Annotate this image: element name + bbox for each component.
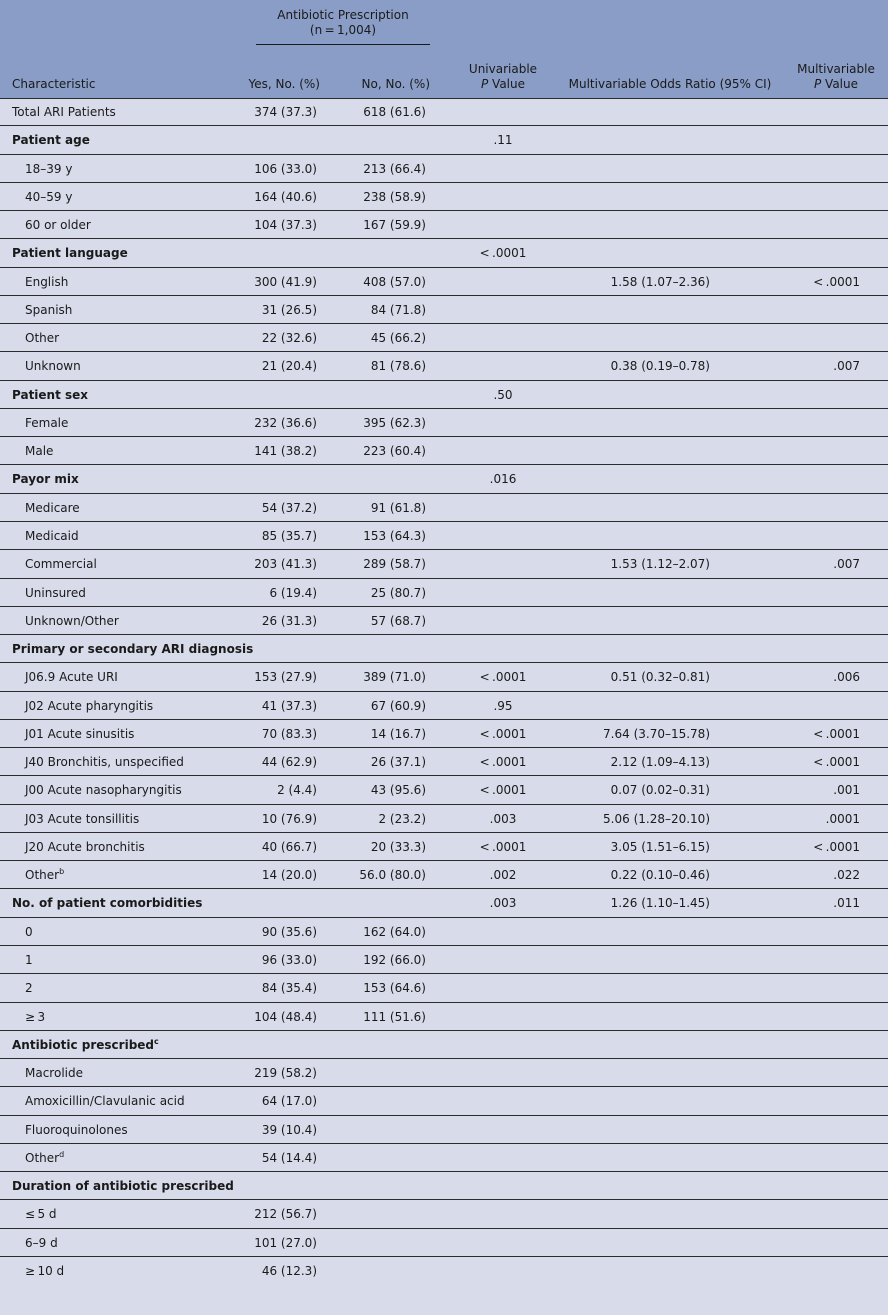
table-row — [0, 1257, 888, 1285]
table-row — [0, 776, 888, 804]
cell-yes: 90 (35.6) — [261, 924, 317, 939]
table-row — [0, 918, 888, 946]
cell-characteristic-text: Other — [25, 331, 60, 346]
cell-yes: 84 (35.4) — [261, 981, 317, 996]
cell-characteristic-text: Commercial — [25, 557, 97, 572]
cell-yes: 31 (26.5) — [261, 302, 317, 317]
cell-characteristic — [25, 331, 59, 345]
cell-yes: 106 (33.0) — [254, 161, 317, 176]
table-row — [0, 720, 888, 748]
cell-characteristic — [25, 218, 91, 232]
table-section-header — [0, 1172, 888, 1200]
cell-characteristic — [25, 162, 72, 176]
cell-characteristic — [25, 1094, 185, 1108]
cell-no: 395 (62.3) — [363, 415, 426, 430]
col-header-univariable — [458, 62, 548, 92]
cell-no: 162 (64.0) — [363, 924, 426, 939]
cell-univariable-p: < .0001 — [479, 839, 527, 854]
table-row — [0, 1059, 888, 1087]
cell-no: 20 (33.3) — [370, 839, 426, 854]
cell-multivariable-p: < .0001 — [813, 726, 860, 741]
cell-yes: 54 (14.4) — [261, 1150, 317, 1165]
cell-multivariable-p: < .0001 — [813, 755, 860, 770]
cell-characteristic — [25, 1010, 45, 1024]
cell-characteristic — [12, 1038, 159, 1052]
col-header-yes: Yes, No. (%) — [248, 77, 320, 91]
cell-yes: 70 (83.3) — [261, 726, 317, 741]
cell-univariable-p: .003 — [489, 811, 517, 826]
table-row — [0, 663, 888, 691]
cell-multivariable-or: 0.38 (0.19–0.78) — [610, 359, 710, 374]
cell-multivariable-p: < .0001 — [813, 839, 860, 854]
cell-characteristic-text: No. of patient comorbidities — [12, 896, 203, 911]
cell-yes: 219 (58.2) — [254, 1066, 317, 1081]
cell-characteristic — [25, 614, 119, 628]
cell-characteristic-text: 0 — [25, 924, 33, 939]
cell-no: 26 (37.1) — [370, 755, 426, 770]
cell-yes: 212 (56.7) — [254, 1207, 317, 1222]
cell-no: 192 (66.0) — [363, 952, 426, 967]
cell-no: 43 (95.6) — [370, 783, 426, 798]
cell-characteristic — [25, 557, 97, 571]
cell-characteristic — [25, 670, 118, 684]
table-row — [0, 352, 888, 380]
cell-yes: 46 (12.3) — [261, 1263, 317, 1278]
cell-no: 56.0 (80.0) — [359, 868, 426, 883]
cell-characteristic — [12, 472, 79, 486]
footnote-marker: b — [59, 867, 65, 877]
table-header — [0, 0, 888, 99]
table-row — [0, 98, 888, 126]
col-header-multivariable-p-line2: Value — [821, 77, 859, 91]
table-row — [0, 409, 888, 437]
cell-no: 238 (58.9) — [363, 189, 426, 204]
cell-characteristic-text: Unknown/Other — [25, 613, 119, 628]
cell-characteristic-text: 1 — [25, 952, 33, 967]
cell-multivariable-or: 5.06 (1.28–20.10) — [603, 811, 710, 826]
cell-characteristic — [12, 1179, 234, 1193]
table-section-header — [0, 239, 888, 267]
cell-characteristic — [25, 1264, 64, 1278]
cell-characteristic — [25, 1066, 83, 1080]
cell-no: 213 (66.4) — [363, 161, 426, 176]
cell-characteristic — [25, 416, 68, 430]
cell-yes: 10 (76.9) — [261, 811, 317, 826]
cell-characteristic-text: Macrolide — [25, 1066, 83, 1081]
cell-yes: 44 (62.9) — [261, 755, 317, 770]
cell-multivariable-or: 0.22 (0.10–0.46) — [610, 868, 710, 883]
cell-characteristic-text: Fluoroquinolones — [25, 1122, 128, 1137]
group-title: Antibiotic Prescription — [277, 8, 409, 22]
cell-no: 223 (60.4) — [363, 444, 426, 459]
cell-characteristic — [12, 388, 88, 402]
cell-characteristic — [25, 783, 182, 797]
cell-univariable-p: < .0001 — [479, 755, 527, 770]
cell-no: 91 (61.8) — [370, 500, 426, 515]
cell-yes: 26 (31.3) — [261, 613, 317, 628]
cell-characteristic-text: J40 Bronchitis, unspecified — [25, 755, 184, 770]
cell-characteristic — [12, 133, 90, 147]
cell-no: 67 (60.9) — [370, 698, 426, 713]
table-section-header — [0, 1031, 888, 1059]
cell-multivariable-p: .006 — [833, 670, 860, 685]
cell-no: 153 (64.3) — [363, 528, 426, 543]
cell-yes: 153 (27.9) — [254, 670, 317, 685]
cell-yes: 141 (38.2) — [254, 444, 317, 459]
cell-yes: 22 (32.6) — [261, 331, 317, 346]
cell-characteristic — [25, 444, 53, 458]
cell-characteristic — [25, 190, 72, 204]
cell-no: 57 (68.7) — [370, 613, 426, 628]
cell-no: 167 (59.9) — [363, 218, 426, 233]
table-row — [0, 211, 888, 239]
cell-characteristic — [25, 812, 139, 826]
table-row — [0, 268, 888, 296]
col-header-univariable-line2: Value — [488, 77, 526, 91]
table-row — [0, 1116, 888, 1144]
table-row — [0, 550, 888, 578]
table-row — [0, 1200, 888, 1228]
cell-characteristic — [25, 868, 64, 882]
group-underline — [256, 44, 430, 45]
cell-no: 14 (16.7) — [370, 726, 426, 741]
cell-characteristic — [25, 359, 81, 373]
cell-characteristic — [25, 275, 68, 289]
cell-yes: 96 (33.0) — [261, 952, 317, 967]
cell-yes: 54 (37.2) — [261, 500, 317, 515]
cell-yes: 6 (19.4) — [269, 585, 317, 600]
cell-multivariable-or: 7.64 (3.70–15.78) — [603, 726, 710, 741]
cell-characteristic — [25, 1151, 64, 1165]
table-row — [0, 1144, 888, 1172]
cell-characteristic-text: J00 Acute nasopharyngitis — [25, 783, 182, 798]
cell-yes: 64 (17.0) — [261, 1094, 317, 1109]
cell-yes: 14 (20.0) — [261, 868, 317, 883]
cell-characteristic-text: Patient age — [12, 133, 90, 148]
table-row — [0, 579, 888, 607]
cell-characteristic — [25, 755, 184, 769]
cell-yes: 101 (27.0) — [254, 1235, 317, 1250]
cell-yes: 164 (40.6) — [254, 189, 317, 204]
col-header-univariable-line1: Univariable — [468, 62, 538, 76]
cell-multivariable-or: 1.58 (1.07–2.36) — [610, 274, 710, 289]
table-row — [0, 833, 888, 861]
cell-multivariable-p: < .0001 — [813, 274, 860, 289]
cell-characteristic-text: Patient language — [12, 246, 128, 261]
cell-characteristic-text: J02 Acute pharyngitis — [25, 698, 154, 713]
cell-characteristic — [12, 105, 116, 119]
cell-characteristic — [25, 925, 33, 939]
cell-multivariable-p: .022 — [833, 868, 860, 883]
cell-yes: 203 (41.3) — [254, 557, 317, 572]
cell-no: 153 (64.6) — [363, 981, 426, 996]
cell-characteristic — [25, 586, 86, 600]
cell-yes: 40 (66.7) — [261, 839, 317, 854]
cell-multivariable-or: 1.53 (1.12–2.07) — [610, 557, 710, 572]
cell-multivariable-or: 2.12 (1.09–4.13) — [610, 755, 710, 770]
cell-characteristic — [25, 529, 79, 543]
table-row — [0, 1003, 888, 1031]
cell-no: 389 (71.0) — [363, 670, 426, 685]
col-header-characteristic: Characteristic — [12, 77, 96, 91]
cell-characteristic-text: 60 or older — [25, 218, 91, 233]
cell-characteristic-text: 40–59 y — [25, 189, 73, 204]
col-header-multivariable-p-line1: Multivariable — [797, 62, 875, 76]
cell-characteristic — [25, 1207, 57, 1221]
cell-yes: 104 (48.4) — [254, 1009, 317, 1024]
cell-characteristic-text: Uninsured — [25, 585, 86, 600]
cell-no: 84 (71.8) — [370, 302, 426, 317]
table-section-header — [0, 635, 888, 663]
cell-yes: 104 (37.3) — [254, 218, 317, 233]
cell-multivariable-p: .007 — [833, 557, 860, 572]
group-subtitle: (n = 1,004) — [309, 23, 377, 37]
cell-no: 618 (61.6) — [363, 105, 426, 119]
cell-yes: 21 (20.4) — [261, 359, 317, 374]
cell-multivariable-or: 1.26 (1.10–1.45) — [610, 896, 710, 911]
cell-no: 408 (57.0) — [363, 274, 426, 289]
table-section-header — [0, 126, 888, 154]
cell-multivariable-or: 0.07 (0.02–0.31) — [610, 783, 710, 798]
cell-characteristic-text: J06.9 Acute URI — [25, 670, 118, 685]
cell-univariable-p: < .0001 — [479, 726, 527, 741]
cell-characteristic-text: Spanish — [25, 302, 73, 317]
cell-characteristic — [12, 246, 128, 260]
table-row — [0, 494, 888, 522]
cell-no: 2 (23.2) — [378, 811, 426, 826]
cell-multivariable-or: 0.51 (0.32–0.81) — [610, 670, 710, 685]
cell-characteristic — [25, 840, 145, 854]
cell-univariable-p: < .0001 — [479, 783, 527, 798]
cell-characteristic-text: 2 — [25, 981, 33, 996]
table-section-header — [0, 465, 888, 493]
table-row — [0, 692, 888, 720]
cell-characteristic — [25, 953, 33, 967]
col-header-multivariable-p — [790, 62, 882, 92]
cell-multivariable-p: .001 — [833, 783, 860, 798]
cell-characteristic-text: Antibiotic prescribed — [12, 1037, 155, 1052]
table-row — [0, 748, 888, 776]
table-row — [0, 183, 888, 211]
cell-characteristic — [25, 727, 134, 741]
table-row — [0, 1087, 888, 1115]
cell-characteristic — [25, 981, 33, 995]
table-row — [0, 155, 888, 183]
cell-characteristic-text: Other — [25, 1150, 60, 1165]
cell-characteristic — [25, 1236, 58, 1250]
cell-yes: 374 (37.3) — [254, 105, 317, 119]
cell-characteristic — [25, 303, 72, 317]
table-row — [0, 324, 888, 352]
cell-characteristic-text: Female — [25, 415, 69, 430]
cell-univariable-p: .002 — [489, 868, 517, 883]
table-row — [0, 296, 888, 324]
cell-univariable-p: .003 — [489, 896, 517, 911]
table-row — [0, 861, 888, 889]
cell-characteristic-text: Total ARI Patients — [12, 105, 116, 119]
table-row — [0, 607, 888, 635]
cell-no: 25 (80.7) — [370, 585, 426, 600]
table-body — [0, 98, 888, 1285]
table-row — [0, 805, 888, 833]
cell-characteristic-text: ≤ 5 d — [25, 1207, 57, 1222]
cell-characteristic-text: Medicare — [25, 500, 80, 515]
cell-characteristic-text: Primary or secondary ARI diagnosis — [12, 642, 254, 657]
cell-univariable-p: < .0001 — [479, 246, 527, 261]
cell-characteristic-text: J01 Acute sinusitis — [25, 726, 135, 741]
cell-characteristic-text: 18–39 y — [25, 161, 73, 176]
cell-characteristic-text: Patient sex — [12, 387, 89, 402]
cell-characteristic — [12, 896, 202, 910]
col-header-multivariable-p-italic: P — [813, 77, 822, 91]
cell-characteristic — [25, 501, 80, 515]
cell-characteristic-text: Other — [25, 868, 60, 883]
cell-no: 111 (51.6) — [363, 1009, 426, 1024]
cell-univariable-p: < .0001 — [479, 670, 527, 685]
cell-univariable-p: .016 — [489, 472, 517, 487]
cell-univariable-p: .50 — [493, 387, 513, 402]
cell-multivariable-or: 3.05 (1.51–6.15) — [610, 839, 710, 854]
cell-yes: 41 (37.3) — [261, 698, 317, 713]
cell-univariable-p: .11 — [493, 133, 513, 148]
footnote-marker: d — [59, 1149, 65, 1159]
cell-multivariable-p: .007 — [833, 359, 860, 374]
col-header-univariable-p: P — [480, 77, 489, 91]
cell-characteristic-text: J03 Acute tonsillitis — [25, 811, 140, 826]
footnote-marker: c — [154, 1036, 159, 1046]
cell-yes: 2 (4.4) — [277, 783, 317, 798]
cell-characteristic — [25, 699, 153, 713]
table-row — [0, 1229, 888, 1257]
cell-yes: 39 (10.4) — [261, 1122, 317, 1137]
cell-characteristic-text: ≥ 3 — [25, 1009, 46, 1024]
cell-yes: 232 (36.6) — [254, 415, 317, 430]
cell-characteristic-text: Duration of antibiotic prescribed — [12, 1179, 234, 1194]
cell-yes: 85 (35.7) — [261, 528, 317, 543]
cell-characteristic-text: Amoxicillin/Clavulanic acid — [25, 1094, 185, 1109]
cell-univariable-p: .95 — [493, 698, 513, 713]
cell-multivariable-p: .011 — [833, 896, 860, 911]
cell-characteristic-text: ≥ 10 d — [25, 1263, 65, 1278]
table-row — [0, 522, 888, 550]
cell-no: 81 (78.6) — [370, 359, 426, 374]
table-section-header — [0, 889, 888, 917]
cell-characteristic-text: 6–9 d — [25, 1235, 58, 1250]
cell-characteristic-text: Medicaid — [25, 528, 79, 543]
cell-multivariable-p: .0001 — [825, 811, 860, 826]
col-header-multivariable-or: Multivariable Odds Ratio (95% CI) — [568, 77, 772, 91]
group-header — [256, 8, 430, 38]
cell-characteristic-text: J20 Acute bronchitis — [25, 839, 145, 854]
cell-no: 289 (58.7) — [363, 557, 426, 572]
table-section-header — [0, 381, 888, 409]
col-header-no: No, No. (%) — [361, 77, 430, 91]
cell-characteristic — [12, 642, 253, 656]
table-row — [0, 946, 888, 974]
cell-characteristic-text: Unknown — [25, 359, 81, 374]
cell-no: 45 (66.2) — [370, 331, 426, 346]
cell-characteristic — [25, 1123, 128, 1137]
cell-characteristic-text: Male — [25, 444, 54, 459]
cell-yes: 300 (41.9) — [254, 274, 317, 289]
cell-characteristic-text: English — [25, 274, 69, 289]
table-row — [0, 974, 888, 1002]
table-row — [0, 437, 888, 465]
cell-characteristic-text: Payor mix — [12, 472, 79, 487]
